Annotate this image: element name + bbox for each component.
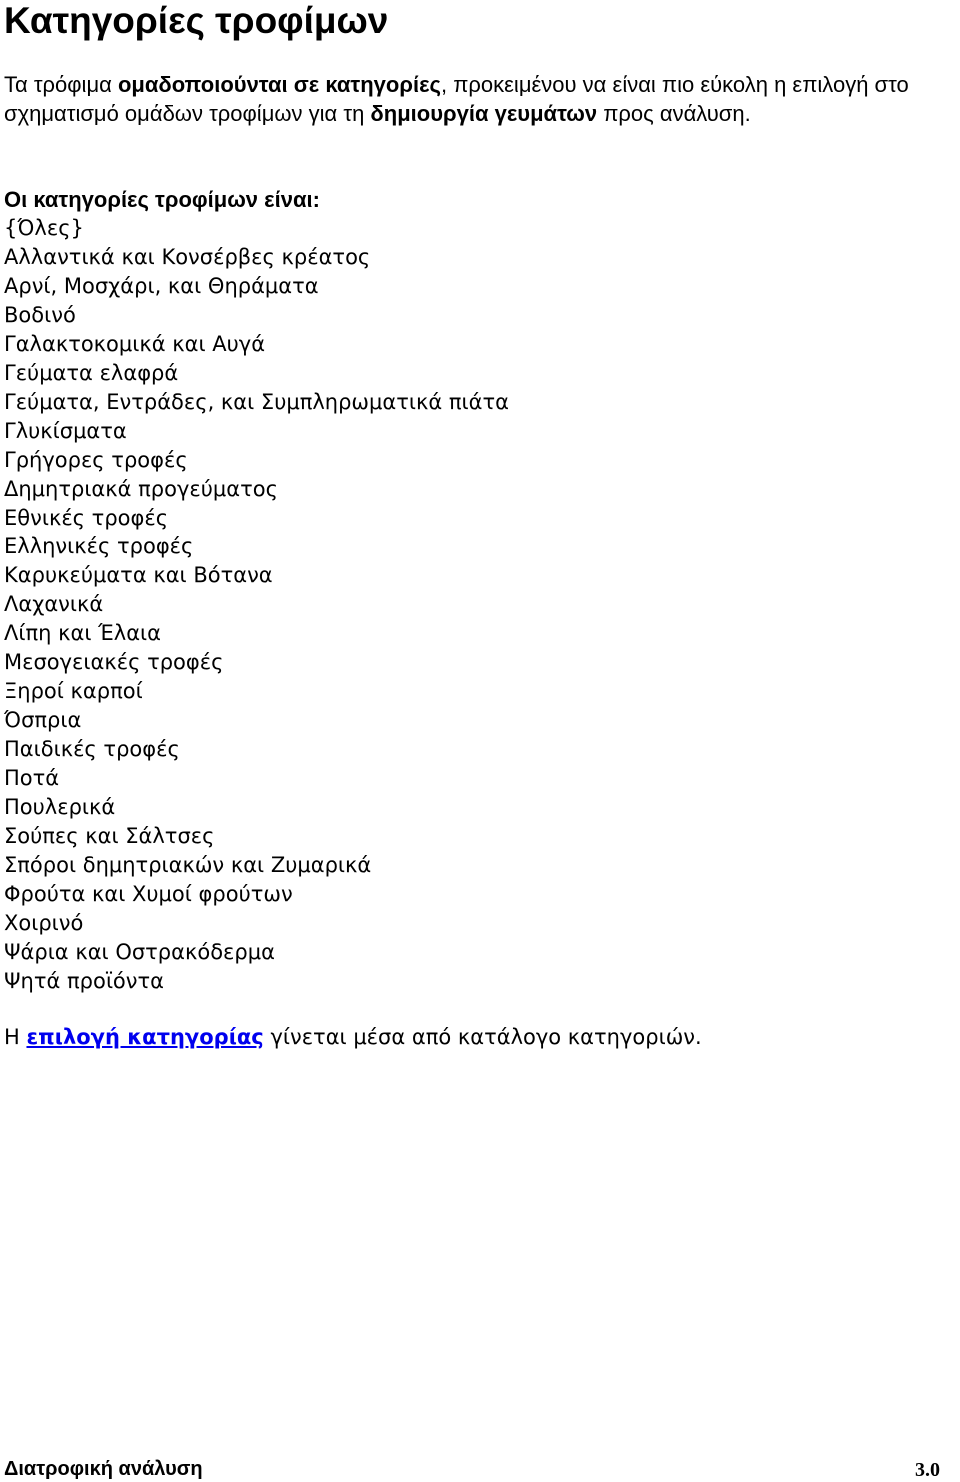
category-item: Γλυκίσματα [4,418,127,443]
intro-text: Τα τρόφιμα [4,72,118,97]
category-item: Γεύματα ελαφρά [4,360,179,385]
footer-doc-title: Διατροφική ανάλυση [4,1458,203,1480]
category-item: Γεύματα, Εντράδες, και Συμπληρωματικά πιάτα [4,389,509,414]
category-item: Σούπες και Σάλτσες [4,824,215,849]
categories-heading: Οι κατηγορίες τροφίμων είναι: [4,187,320,212]
intro-bold-grouping: ομαδοποιούνται σε κατηγορίες [117,72,441,97]
category-item: Καρυκεύματα και Βότανα [4,563,273,588]
category-item: Αλλαντικά και Κονσέρβες κρέατος [4,244,371,269]
category-item: Μεσογειακές τροφές [4,650,224,675]
category-item: Λίπη και Έλαια [4,621,161,646]
category-item: Ψάρια και Οστρακόδερμα [4,939,275,964]
intro-paragraph [4,70,960,128]
category-item: Φρούτα και Χυμοί φρούτων [4,881,293,906]
category-item: Δημητριακά προγεύματος [4,476,278,501]
category-item: Λαχανικά [4,592,104,617]
intro-text: προς ανάλυση. [597,101,751,126]
category-item: Ψητά προϊόντα [4,968,164,993]
closing-sentence [4,1023,702,1052]
category-item: Σπόροι δημητριακών και Ζυμαρικά [4,852,372,877]
intro-text: , προκειμένου να είναι πιο εύκολη η επιλογή στο σχηματισμό ομάδων τροφίμων για τη [4,72,909,126]
closing-suffix: γίνεται μέσα από κατάλογο κατηγοριών. [263,1025,702,1049]
page-title: Κατηγορίες τροφίμων [4,0,389,41]
category-item: Ξηροί καρποί [4,679,143,704]
category-item: Εθνικές τροφές [4,505,169,530]
category-item: Όσπρια [4,708,82,733]
intro-bold-meals: δημιουργία γευμάτων [370,101,598,126]
category-item: Αρνί, Μοσχάρι, και Θηράματα [4,273,319,298]
category-item: {Όλες} [4,216,84,240]
closing-prefix: Η [4,1025,27,1049]
category-item: Ποτά [4,766,60,791]
category-item: Χοιρινό [4,910,84,935]
category-selection-link[interactable]: επιλογή κατηγορίας [26,1025,264,1049]
category-item: Ελληνικές τροφές [4,534,194,559]
category-item: Γρήγορες τροφές [4,447,188,472]
category-item: Βοδινό [4,302,76,327]
footer-version: 3.0 [915,1459,940,1481]
category-item: Πουλερικά [4,795,116,820]
category-list [4,214,509,996]
category-item: Παιδικές τροφές [4,737,180,762]
category-item: Γαλακτοκομικά και Αυγά [4,331,266,356]
